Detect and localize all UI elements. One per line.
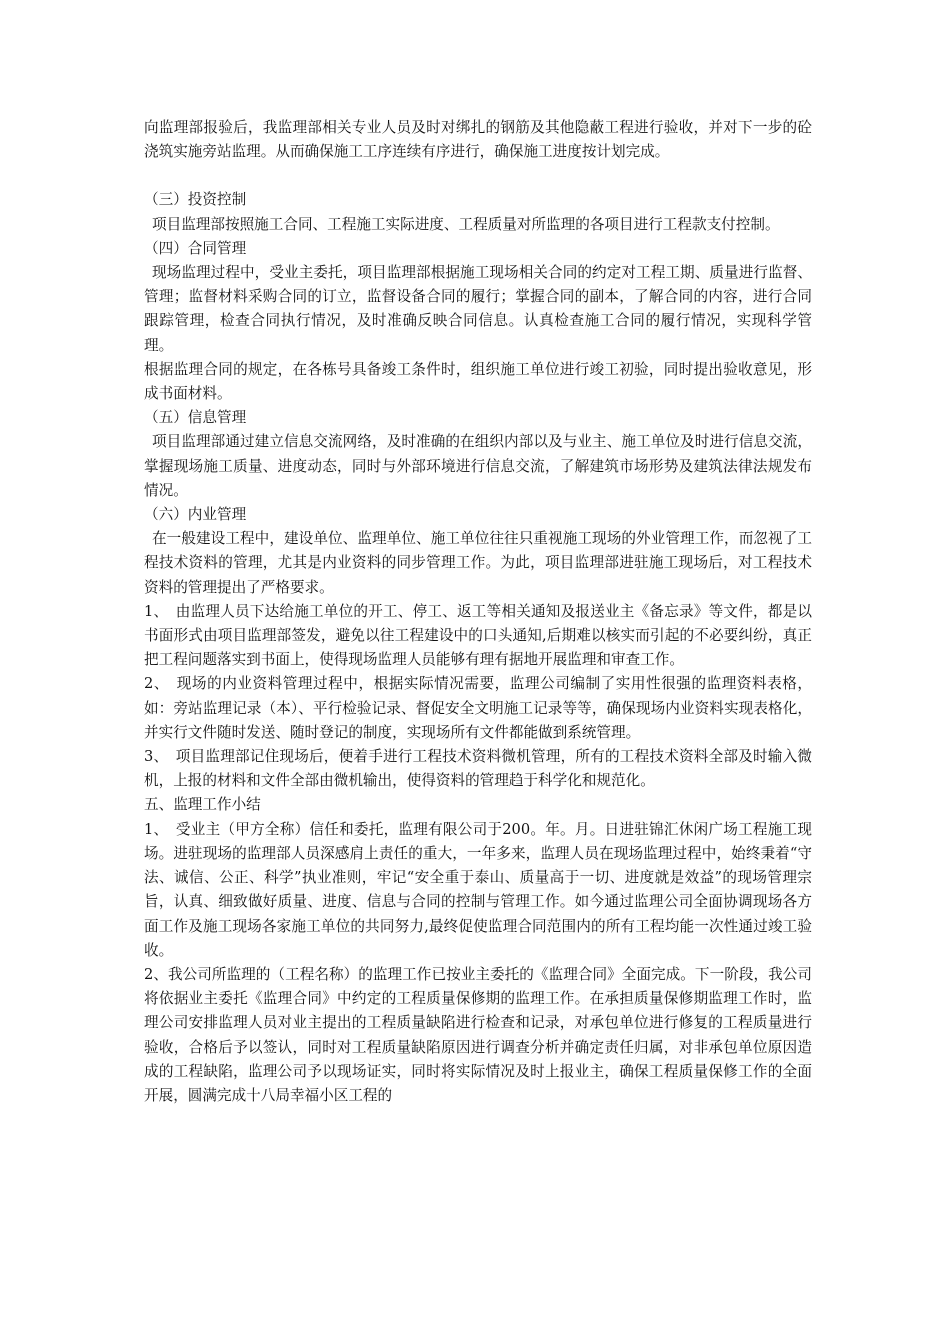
paragraph-information-management: 项目监理部通过建立信息交流网络，及时准确的在组织内部以及与业主、施工单位及时进行信息交流，掌握现场施工质量、进度动态，同时与外部环境进行信息交流，了解建筑市场形势及建筑法律法规发布情况。 — [144, 433, 812, 499]
heading-work-summary: 五、监理工作小结 — [144, 796, 261, 814]
heading-contract-management: （四）合同管理 — [144, 239, 247, 257]
heading-information-management: （五）信息管理 — [144, 409, 247, 427]
heading-internal-management: （六）内业管理 — [144, 506, 247, 524]
list-item-internal-3: 3、 项目监理部记住现场后，便着手进行工程技术资料微机管理，所有的工程技术资料全部及时输入微机，上报的材料和文件全部由微机输出，使得资料的管理趋于科学化和规范化。 — [144, 748, 812, 790]
paragraph-investment-control: 项目监理部按照施工合同、工程施工实际进度、工程质量对所监理的各项目进行工程款支付控制。 — [152, 215, 780, 233]
heading-investment-control: （三）投资控制 — [144, 191, 247, 209]
paragraph-contract-management-1: 现场监理过程中，受业主委托，项目监理部根据施工现场相关合同的约定对工程工期、质量进行监督、管理；监督材料采购合同的订立，监督设备合同的履行；掌握合同的副本，了解合同的内容，进行合同跟踪管理，检查合同执行情况，及时准确反映合同信息。认真检查施工合同的履行情况，实现科学管理。 — [144, 264, 812, 354]
document-body — [144, 116, 812, 1108]
paragraph-intro: 向监理部报验后，我监理部相关专业人员及时对绑扎的钢筋及其他隐蔽工程进行验收，并对下一步的砼浇筑实施旁站监理。从而确保施工工序连续有序进行，确保施工进度按计划完成。 — [144, 119, 812, 161]
paragraph-gap — [144, 164, 812, 188]
list-item-summary-2: 2、我公司所监理的（工程名称）的监理工作已按业主委托的《监理合同》全面完成。下一阶段，我公司将依据业主委托《监理合同》中约定的工程质量保修期的监理工作。在承担质量保修期监理工作时，监理公司安排监理人员对业主提出的工程质量缺陷进行检查和记录，对承包单位进行修复的工程质量进行验收，合格后予以签认，同时对工程质量缺陷原因进行调查分析并确定责任归属，对非承包单位原因造成的工程缺陷，监理公司予以现场证实，同时将实际情况及时上报业主，确保工程质量保修工作的全面开展，圆满完成十八局幸福小区工程的 — [144, 965, 812, 1104]
paragraph-contract-management-2: 根据监理合同的规定，在各栋号具备竣工条件时，组织施工单位进行竣工初验，同时提出验收意见，形成书面材料。 — [144, 360, 812, 403]
list-item-internal-1: 1、 由监理人员下达给施工单位的开工、停工、返工等相关通知及报送业主《备忘录》等文件，都是以书面形式由项目监理部签发，避免以往工程建设中的口头通知,后期难以核实而引起的不必要纠纷，真正把工程问题落实到书面上，使得现场监理人员能够有理有据地开展监理和审查工作。 — [144, 602, 812, 669]
list-item-summary-1: 1、 受业主（甲方全称）信任和委托，监理有限公司于200。年。月。日进驻锦汇休闲广场工程施工现场。进驻现场的监理部人员深感肩上责任的重大，一年多来，监理人员在现场监理过程中，始终秉着“守法、诚信、公正、科学”执业准则，牢记“安全重于泰山、质量高于一切、进度就是效益”的现场管理宗旨，认真、细致做好质量、进度、信息与合同的控制与管理工作。如今通过监理公司全面协调现场各方面工作及施工现场各家施工单位的共同努力,最终促使监理合同范围内的所有工程均能一次性通过竣工验收。 — [144, 820, 812, 959]
paragraph-internal-management: 在一般建设工程中，建设单位、监理单位、施工单位往往只重视施工现场的外业管理工作，而忽视了工程技术资料的管理，尤其是内业资料的同步管理工作。为此，项目监理部进驻施工现场后，对工程技术资料的管理提出了严格要求。 — [144, 530, 812, 596]
list-item-internal-2: 2、 现场的内业资料管理过程中，根据实际情况需要，监理公司编制了实用性很强的监理资料表格，如：旁站监理记录（本）、平行检验记录、督促安全文明施工记录等等，确保现场内业资料实现表格化，并实行文件随时发送、随时登记的制度，实现场所有文件都能做到系统管理。 — [144, 675, 812, 741]
